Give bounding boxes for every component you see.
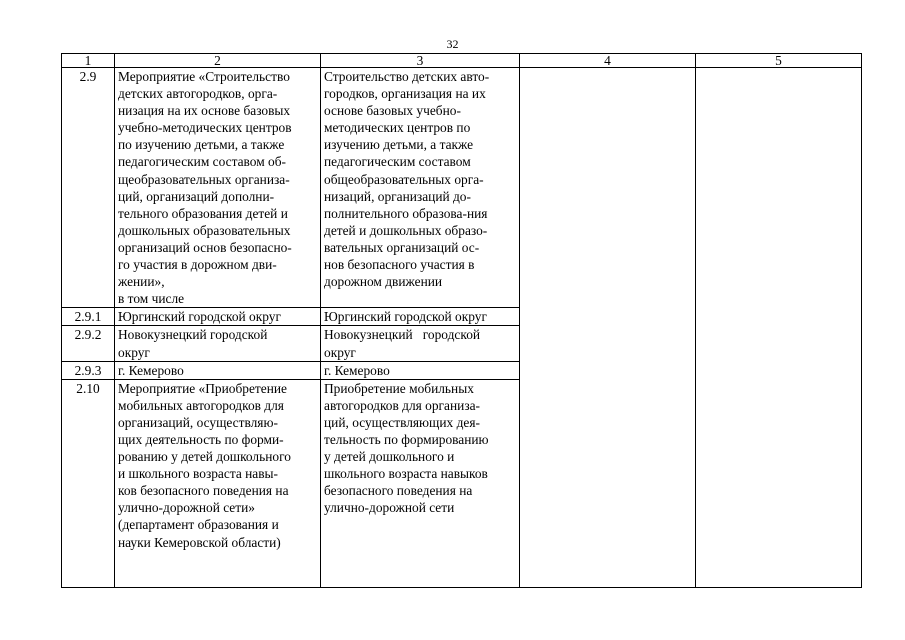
text-line: науки Кемеровской области) (118, 534, 281, 550)
text-line: тельного образования детей и (118, 205, 288, 221)
header-cell-1: 1 (62, 54, 115, 68)
text-line: детей и дошкольных образо- (324, 222, 488, 238)
text-line: дошкольных образовательных (118, 222, 291, 238)
text-line: (департамент образования и (118, 517, 279, 533)
text-line: общеобразовательных орга- (324, 171, 484, 187)
text-line: учебно-методических центров (118, 120, 292, 136)
document-table (61, 53, 862, 588)
text-line: у детей дошкольного и (324, 449, 455, 465)
header-cell-4: 4 (520, 54, 696, 68)
text-line: методических центров по (324, 120, 471, 136)
text-line: школьного возраста навыков (324, 466, 488, 482)
description-cell (321, 68, 520, 308)
row-number: 2.9.3 (62, 361, 115, 379)
description-cell (321, 308, 520, 326)
text-line: рованию у детей дошкольного (118, 449, 291, 465)
text-line: изучению детьми, а также (324, 137, 474, 153)
text-line: щеобразовательных организа- (118, 171, 290, 187)
text-line: вательных организаций ос- (324, 239, 480, 255)
column-5-cell (696, 68, 862, 588)
row-number: 2.10 (62, 379, 115, 587)
text-line: по изучению детьми, а также (118, 137, 285, 153)
text-line: улично-дорожной сети (324, 500, 455, 516)
text-line: Мероприятие «Приобретение (118, 380, 288, 396)
row-number: 2.9.2 (62, 326, 115, 361)
text-line: в том числе (118, 291, 185, 307)
text-line: и школьного возраста навы- (118, 466, 279, 482)
header-cell-3: 3 (321, 54, 520, 68)
text-line: организаций основ безопасно- (118, 239, 292, 255)
text-line: безопасного поведения на (324, 483, 473, 499)
text-line: тельность по формированию (324, 431, 489, 447)
table-header-row (62, 54, 862, 68)
row-number: 2.9 (62, 68, 115, 308)
activity-cell (115, 361, 321, 379)
text-line: г. Кемерово (118, 362, 184, 378)
description-cell (321, 326, 520, 361)
text-line: Юргинский городской округ (324, 309, 487, 325)
text-line: округ (118, 344, 150, 360)
text-line: полнительного образова-ния (324, 205, 488, 221)
text-line: жении», (118, 274, 165, 290)
text-line: низаций, организаций до- (324, 188, 471, 204)
text-line: Мероприятие «Строительство (118, 69, 290, 84)
text-line: организаций, осуществляю- (118, 414, 278, 430)
text-line: г. Кемерово (324, 362, 390, 378)
activity-cell (115, 326, 321, 361)
text-line: щих деятельность по форми- (118, 431, 284, 447)
text-line: Новокузнецкий городской (324, 327, 481, 343)
text-line: ций, организаций дополни- (118, 188, 275, 204)
activity-cell (115, 68, 321, 308)
description-cell (321, 379, 520, 587)
text-line: Юргинский городской округ (118, 309, 281, 325)
text-line: Новокузнецкий городской (118, 327, 268, 343)
activity-cell (115, 308, 321, 326)
header-cell-5: 5 (696, 54, 862, 68)
table-row (62, 68, 862, 308)
column-4-cell (520, 68, 696, 588)
row-number: 2.9.1 (62, 308, 115, 326)
text-line: дорожном движении (324, 274, 443, 290)
text-line: детских автогородков, орга- (118, 86, 278, 102)
text-line: округ (324, 344, 356, 360)
text-line: основе базовых учебно- (324, 103, 461, 119)
text-line: Приобретение мобильных (324, 380, 474, 396)
text-line: педагогическим составом об- (118, 154, 286, 170)
text-line: педагогическим составом (324, 154, 471, 170)
text-line: улично-дорожной сети» (118, 500, 255, 516)
header-cell-2: 2 (115, 54, 321, 68)
text-line: низация на их основе базовых (118, 103, 291, 119)
text-line: нов безопасного участия в (324, 257, 475, 273)
text-line: Строительство детских авто- (324, 69, 490, 84)
text-line: автогородков для организа- (324, 397, 481, 413)
activity-cell (115, 379, 321, 587)
description-cell (321, 361, 520, 379)
page-number: 32 (446, 37, 459, 51)
text-line: ций, осуществляющих дея- (324, 414, 480, 430)
text-line: мобильных автогородков для (118, 397, 284, 413)
text-line: го участия в дорожном дви- (118, 257, 277, 273)
text-line: городков, организация на их (324, 86, 486, 102)
text-line: ков безопасного поведения на (118, 483, 289, 499)
